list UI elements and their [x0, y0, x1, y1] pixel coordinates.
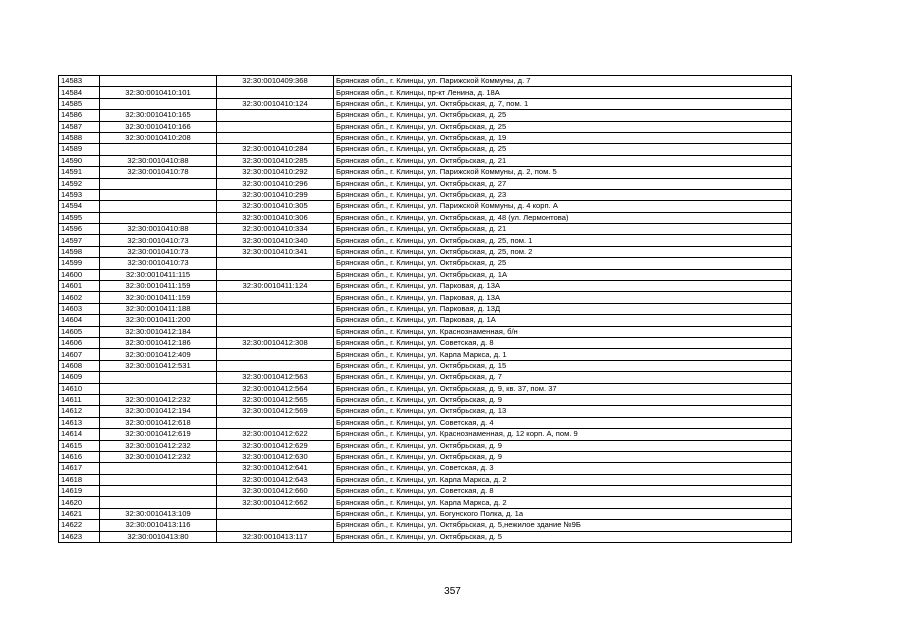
- row-number-cell: 14590: [59, 155, 100, 166]
- land-cadastral-number-cell: 32:30:0010412:531: [100, 360, 217, 371]
- row-number-cell: 14586: [59, 110, 100, 121]
- land-cadastral-number-cell: 32:30:0010412:194: [100, 406, 217, 417]
- land-cadastral-number-cell: [100, 76, 217, 87]
- registry-table-body: [59, 76, 792, 543]
- address-cell: Брянская обл., г. Клинцы, ул. Парижской Коммуны, д. 4 корп. А: [334, 201, 792, 212]
- table-row: [59, 429, 792, 440]
- object-cadastral-number-cell: 32:30:0010413:117: [217, 531, 334, 542]
- address-cell: Брянская обл., г. Клинцы, ул. Октябрьская, д. 27: [334, 178, 792, 189]
- land-cadastral-number-cell: 32:30:0010412:409: [100, 349, 217, 360]
- row-number-cell: 14597: [59, 235, 100, 246]
- land-cadastral-number-cell: [100, 98, 217, 109]
- land-cadastral-number-cell: 32:30:0010411:188: [100, 303, 217, 314]
- object-cadastral-number-cell: 32:30:0010410:305: [217, 201, 334, 212]
- row-number-cell: 14591: [59, 167, 100, 178]
- table-row: [59, 110, 792, 121]
- table-row: [59, 269, 792, 280]
- address-cell: Брянская обл., г. Клинцы, ул. Парковая, д. 13А: [334, 292, 792, 303]
- row-number-cell: 14583: [59, 76, 100, 87]
- row-number-cell: 14618: [59, 474, 100, 485]
- object-cadastral-number-cell: [217, 326, 334, 337]
- table-row: [59, 258, 792, 269]
- table-row: [59, 292, 792, 303]
- object-cadastral-number-cell: 32:30:0010412:660: [217, 486, 334, 497]
- table-row: [59, 337, 792, 348]
- address-cell: Брянская обл., г. Клинцы, ул. Богунского Полка, д. 1а: [334, 508, 792, 519]
- land-cadastral-number-cell: [100, 383, 217, 394]
- land-cadastral-number-cell: 32:30:0010413:116: [100, 520, 217, 531]
- row-number-cell: 14596: [59, 224, 100, 235]
- table-row: [59, 155, 792, 166]
- table-row: [59, 246, 792, 257]
- object-cadastral-number-cell: 32:30:0010412:630: [217, 451, 334, 462]
- object-cadastral-number-cell: 32:30:0010412:565: [217, 394, 334, 405]
- object-cadastral-number-cell: [217, 292, 334, 303]
- object-cadastral-number-cell: [217, 349, 334, 360]
- object-cadastral-number-cell: 32:30:0010412:564: [217, 383, 334, 394]
- address-cell: Брянская обл., г. Клинцы, ул. Парижской Коммуны, д. 2, пом. 5: [334, 167, 792, 178]
- address-cell: Брянская обл., г. Клинцы, ул. Октябрьская, д. 25: [334, 258, 792, 269]
- address-cell: Брянская обл., г. Клинцы, ул. Октябрьская, д. 7: [334, 372, 792, 383]
- object-cadastral-number-cell: 32:30:0010412:641: [217, 463, 334, 474]
- address-cell: Брянская обл., г. Клинцы, ул. Карла Маркса, д. 2: [334, 497, 792, 508]
- table-row: [59, 417, 792, 428]
- table-row: [59, 349, 792, 360]
- object-cadastral-number-cell: 32:30:0010410:292: [217, 167, 334, 178]
- address-cell: Брянская обл., г. Клинцы, ул. Октябрьская, д. 13: [334, 406, 792, 417]
- row-number-cell: 14601: [59, 281, 100, 292]
- land-cadastral-number-cell: 32:30:0010410:88: [100, 224, 217, 235]
- object-cadastral-number-cell: 32:30:0010412:308: [217, 337, 334, 348]
- object-cadastral-number-cell: [217, 360, 334, 371]
- address-cell: Брянская обл., г. Клинцы, ул. Парковая, д. 13Д: [334, 303, 792, 314]
- table-row: [59, 76, 792, 87]
- address-cell: Брянская обл., г. Клинцы, ул. Краснознаменная, д. 12 корп. А, пом. 9: [334, 429, 792, 440]
- land-cadastral-number-cell: 32:30:0010412:232: [100, 394, 217, 405]
- row-number-cell: 14589: [59, 144, 100, 155]
- land-cadastral-number-cell: 32:30:0010410:208: [100, 132, 217, 143]
- object-cadastral-number-cell: 32:30:0010412:569: [217, 406, 334, 417]
- table-row: [59, 531, 792, 542]
- object-cadastral-number-cell: 32:30:0010412:563: [217, 372, 334, 383]
- land-cadastral-number-cell: 32:30:0010410:73: [100, 246, 217, 257]
- address-cell: Брянская обл., г. Клинцы, ул. Октябрьская, д. 9: [334, 394, 792, 405]
- table-row: [59, 372, 792, 383]
- object-cadastral-number-cell: [217, 121, 334, 132]
- row-number-cell: 14617: [59, 463, 100, 474]
- land-cadastral-number-cell: [100, 372, 217, 383]
- row-number-cell: 14623: [59, 531, 100, 542]
- object-cadastral-number-cell: 32:30:0010412:629: [217, 440, 334, 451]
- table-row: [59, 144, 792, 155]
- address-cell: Брянская обл., г. Клинцы, ул. Карла Маркса, д. 2: [334, 474, 792, 485]
- land-cadastral-number-cell: [100, 474, 217, 485]
- object-cadastral-number-cell: 32:30:0010410:285: [217, 155, 334, 166]
- row-number-cell: 14595: [59, 212, 100, 223]
- land-cadastral-number-cell: [100, 189, 217, 200]
- land-cadastral-number-cell: 32:30:0010413:80: [100, 531, 217, 542]
- table-row: [59, 98, 792, 109]
- land-cadastral-number-cell: [100, 201, 217, 212]
- object-cadastral-number-cell: [217, 110, 334, 121]
- row-number-cell: 14603: [59, 303, 100, 314]
- land-cadastral-number-cell: 32:30:0010412:619: [100, 429, 217, 440]
- row-number-cell: 14592: [59, 178, 100, 189]
- row-number-cell: 14610: [59, 383, 100, 394]
- row-number-cell: 14609: [59, 372, 100, 383]
- table-row: [59, 315, 792, 326]
- land-cadastral-number-cell: [100, 497, 217, 508]
- row-number-cell: 14611: [59, 394, 100, 405]
- land-cadastral-number-cell: 32:30:0010411:159: [100, 292, 217, 303]
- table-row: [59, 451, 792, 462]
- object-cadastral-number-cell: 32:30:0010410:284: [217, 144, 334, 155]
- object-cadastral-number-cell: 32:30:0010410:124: [217, 98, 334, 109]
- object-cadastral-number-cell: [217, 269, 334, 280]
- page-number: 357: [444, 586, 461, 597]
- address-cell: Брянская обл., г. Клинцы, ул. Октябрьская, д. 5: [334, 531, 792, 542]
- table-row: [59, 440, 792, 451]
- object-cadastral-number-cell: 32:30:0010412:662: [217, 497, 334, 508]
- land-cadastral-number-cell: 32:30:0010413:109: [100, 508, 217, 519]
- row-number-cell: 14612: [59, 406, 100, 417]
- land-cadastral-number-cell: 32:30:0010412:184: [100, 326, 217, 337]
- address-cell: Брянская обл., г. Клинцы, ул. Октябрьская, д. 9: [334, 440, 792, 451]
- land-cadastral-number-cell: [100, 144, 217, 155]
- address-cell: Брянская обл., г. Клинцы, ул. Советская, д. 4: [334, 417, 792, 428]
- table-row: [59, 201, 792, 212]
- row-number-cell: 14608: [59, 360, 100, 371]
- row-number-cell: 14587: [59, 121, 100, 132]
- table-row: [59, 132, 792, 143]
- land-cadastral-number-cell: 32:30:0010410:78: [100, 167, 217, 178]
- table-row: [59, 508, 792, 519]
- address-cell: Брянская обл., г. Клинцы, ул. Парижской Коммуны, д. 7: [334, 76, 792, 87]
- land-cadastral-number-cell: 32:30:0010410:88: [100, 155, 217, 166]
- object-cadastral-number-cell: [217, 132, 334, 143]
- table-row: [59, 178, 792, 189]
- object-cadastral-number-cell: [217, 258, 334, 269]
- table-row: [59, 463, 792, 474]
- object-cadastral-number-cell: 32:30:0010410:306: [217, 212, 334, 223]
- object-cadastral-number-cell: 32:30:0010410:334: [217, 224, 334, 235]
- object-cadastral-number-cell: [217, 303, 334, 314]
- land-cadastral-number-cell: 32:30:0010412:618: [100, 417, 217, 428]
- row-number-cell: 14605: [59, 326, 100, 337]
- row-number-cell: 14621: [59, 508, 100, 519]
- address-cell: Брянская обл., г. Клинцы, ул. Советская, д. 3: [334, 463, 792, 474]
- row-number-cell: 14598: [59, 246, 100, 257]
- object-cadastral-number-cell: [217, 417, 334, 428]
- address-cell: Брянская обл., г. Клинцы, ул. Октябрьская, д. 25: [334, 121, 792, 132]
- object-cadastral-number-cell: 32:30:0010411:124: [217, 281, 334, 292]
- object-cadastral-number-cell: [217, 315, 334, 326]
- object-cadastral-number-cell: [217, 508, 334, 519]
- address-cell: Брянская обл., г. Клинцы, ул. Октябрьская, д. 1А: [334, 269, 792, 280]
- row-number-cell: 14620: [59, 497, 100, 508]
- object-cadastral-number-cell: [217, 87, 334, 98]
- land-cadastral-number-cell: 32:30:0010411:115: [100, 269, 217, 280]
- table-row: [59, 224, 792, 235]
- row-number-cell: 14622: [59, 520, 100, 531]
- address-cell: Брянская обл., г. Клинцы, ул. Октябрьская, д. 15: [334, 360, 792, 371]
- table-row: [59, 235, 792, 246]
- table-row: [59, 326, 792, 337]
- land-cadastral-number-cell: 32:30:0010410:165: [100, 110, 217, 121]
- object-cadastral-number-cell: 32:30:0010410:299: [217, 189, 334, 200]
- land-cadastral-number-cell: 32:30:0010412:186: [100, 337, 217, 348]
- registry-table: [58, 75, 792, 543]
- table-row: [59, 383, 792, 394]
- table-row: [59, 189, 792, 200]
- row-number-cell: 14602: [59, 292, 100, 303]
- land-cadastral-number-cell: [100, 212, 217, 223]
- land-cadastral-number-cell: 32:30:0010410:166: [100, 121, 217, 132]
- land-cadastral-number-cell: 32:30:0010412:232: [100, 440, 217, 451]
- row-number-cell: 14607: [59, 349, 100, 360]
- table-row: [59, 281, 792, 292]
- object-cadastral-number-cell: 32:30:0010410:296: [217, 178, 334, 189]
- address-cell: Брянская обл., г. Клинцы, ул. Карла Маркса, д. 1: [334, 349, 792, 360]
- object-cadastral-number-cell: 32:30:0010412:643: [217, 474, 334, 485]
- land-cadastral-number-cell: 32:30:0010411:200: [100, 315, 217, 326]
- land-cadastral-number-cell: 32:30:0010411:159: [100, 281, 217, 292]
- table-row: [59, 394, 792, 405]
- table-row: [59, 360, 792, 371]
- table-row: [59, 121, 792, 132]
- land-cadastral-number-cell: 32:30:0010410:73: [100, 235, 217, 246]
- row-number-cell: 14593: [59, 189, 100, 200]
- address-cell: Брянская обл., г. Клинцы, ул. Октябрьская, д. 7, пом. 1: [334, 98, 792, 109]
- row-number-cell: 14594: [59, 201, 100, 212]
- address-cell: Брянская обл., г. Клинцы, ул. Октябрьская, д. 25, пом. 1: [334, 235, 792, 246]
- address-cell: Брянская обл., г. Клинцы, ул. Октябрьская, д. 23: [334, 189, 792, 200]
- row-number-cell: 14599: [59, 258, 100, 269]
- table-row: [59, 497, 792, 508]
- address-cell: Брянская обл., г. Клинцы, ул. Парковая, д. 13А: [334, 281, 792, 292]
- object-cadastral-number-cell: 32:30:0010409:368: [217, 76, 334, 87]
- address-cell: Брянская обл., г. Клинцы, ул. Краснознаменная, б/н: [334, 326, 792, 337]
- row-number-cell: 14588: [59, 132, 100, 143]
- row-number-cell: 14584: [59, 87, 100, 98]
- land-cadastral-number-cell: 32:30:0010410:101: [100, 87, 217, 98]
- object-cadastral-number-cell: [217, 520, 334, 531]
- land-cadastral-number-cell: 32:30:0010412:232: [100, 451, 217, 462]
- row-number-cell: 14616: [59, 451, 100, 462]
- table-row: [59, 486, 792, 497]
- object-cadastral-number-cell: 32:30:0010410:340: [217, 235, 334, 246]
- address-cell: Брянская обл., г. Клинцы, ул. Октябрьская, д. 9, кв. 37, пом. 37: [334, 383, 792, 394]
- address-cell: Брянская обл., г. Клинцы, пр-кт Ленина, д. 18А: [334, 87, 792, 98]
- table-row: [59, 87, 792, 98]
- address-cell: Брянская обл., г. Клинцы, ул. Октябрьская, д. 25: [334, 110, 792, 121]
- address-cell: Брянская обл., г. Клинцы, ул. Октябрьская, д. 48 (ул. Лермонтова): [334, 212, 792, 223]
- object-cadastral-number-cell: 32:30:0010412:622: [217, 429, 334, 440]
- row-number-cell: 14614: [59, 429, 100, 440]
- address-cell: Брянская обл., г. Клинцы, ул. Октябрьская, д. 21: [334, 224, 792, 235]
- table-row: [59, 303, 792, 314]
- row-number-cell: 14613: [59, 417, 100, 428]
- row-number-cell: 14619: [59, 486, 100, 497]
- address-cell: Брянская обл., г. Клинцы, ул. Октябрьская, д. 5,нежилое здание №9Б: [334, 520, 792, 531]
- land-cadastral-number-cell: [100, 463, 217, 474]
- table-row: [59, 474, 792, 485]
- address-cell: Брянская обл., г. Клинцы, ул. Октябрьская, д. 25, пом. 2: [334, 246, 792, 257]
- address-cell: Брянская обл., г. Клинцы, ул. Парковая, д. 1А: [334, 315, 792, 326]
- land-cadastral-number-cell: 32:30:0010410:73: [100, 258, 217, 269]
- table-row: [59, 167, 792, 178]
- address-cell: Брянская обл., г. Клинцы, ул. Октябрьская, д. 25: [334, 144, 792, 155]
- address-cell: Брянская обл., г. Клинцы, ул. Октябрьская, д. 9: [334, 451, 792, 462]
- table-row: [59, 212, 792, 223]
- row-number-cell: 14600: [59, 269, 100, 280]
- object-cadastral-number-cell: 32:30:0010410:341: [217, 246, 334, 257]
- row-number-cell: 14604: [59, 315, 100, 326]
- table-row: [59, 520, 792, 531]
- row-number-cell: 14585: [59, 98, 100, 109]
- row-number-cell: 14615: [59, 440, 100, 451]
- address-cell: Брянская обл., г. Клинцы, ул. Советская, д. 8: [334, 337, 792, 348]
- row-number-cell: 14606: [59, 337, 100, 348]
- land-cadastral-number-cell: [100, 178, 217, 189]
- address-cell: Брянская обл., г. Клинцы, ул. Октябрьская, д. 19: [334, 132, 792, 143]
- table-row: [59, 406, 792, 417]
- land-cadastral-number-cell: [100, 486, 217, 497]
- address-cell: Брянская обл., г. Клинцы, ул. Октябрьская, д. 21: [334, 155, 792, 166]
- address-cell: Брянская обл., г. Клинцы, ул. Советская, д. 8: [334, 486, 792, 497]
